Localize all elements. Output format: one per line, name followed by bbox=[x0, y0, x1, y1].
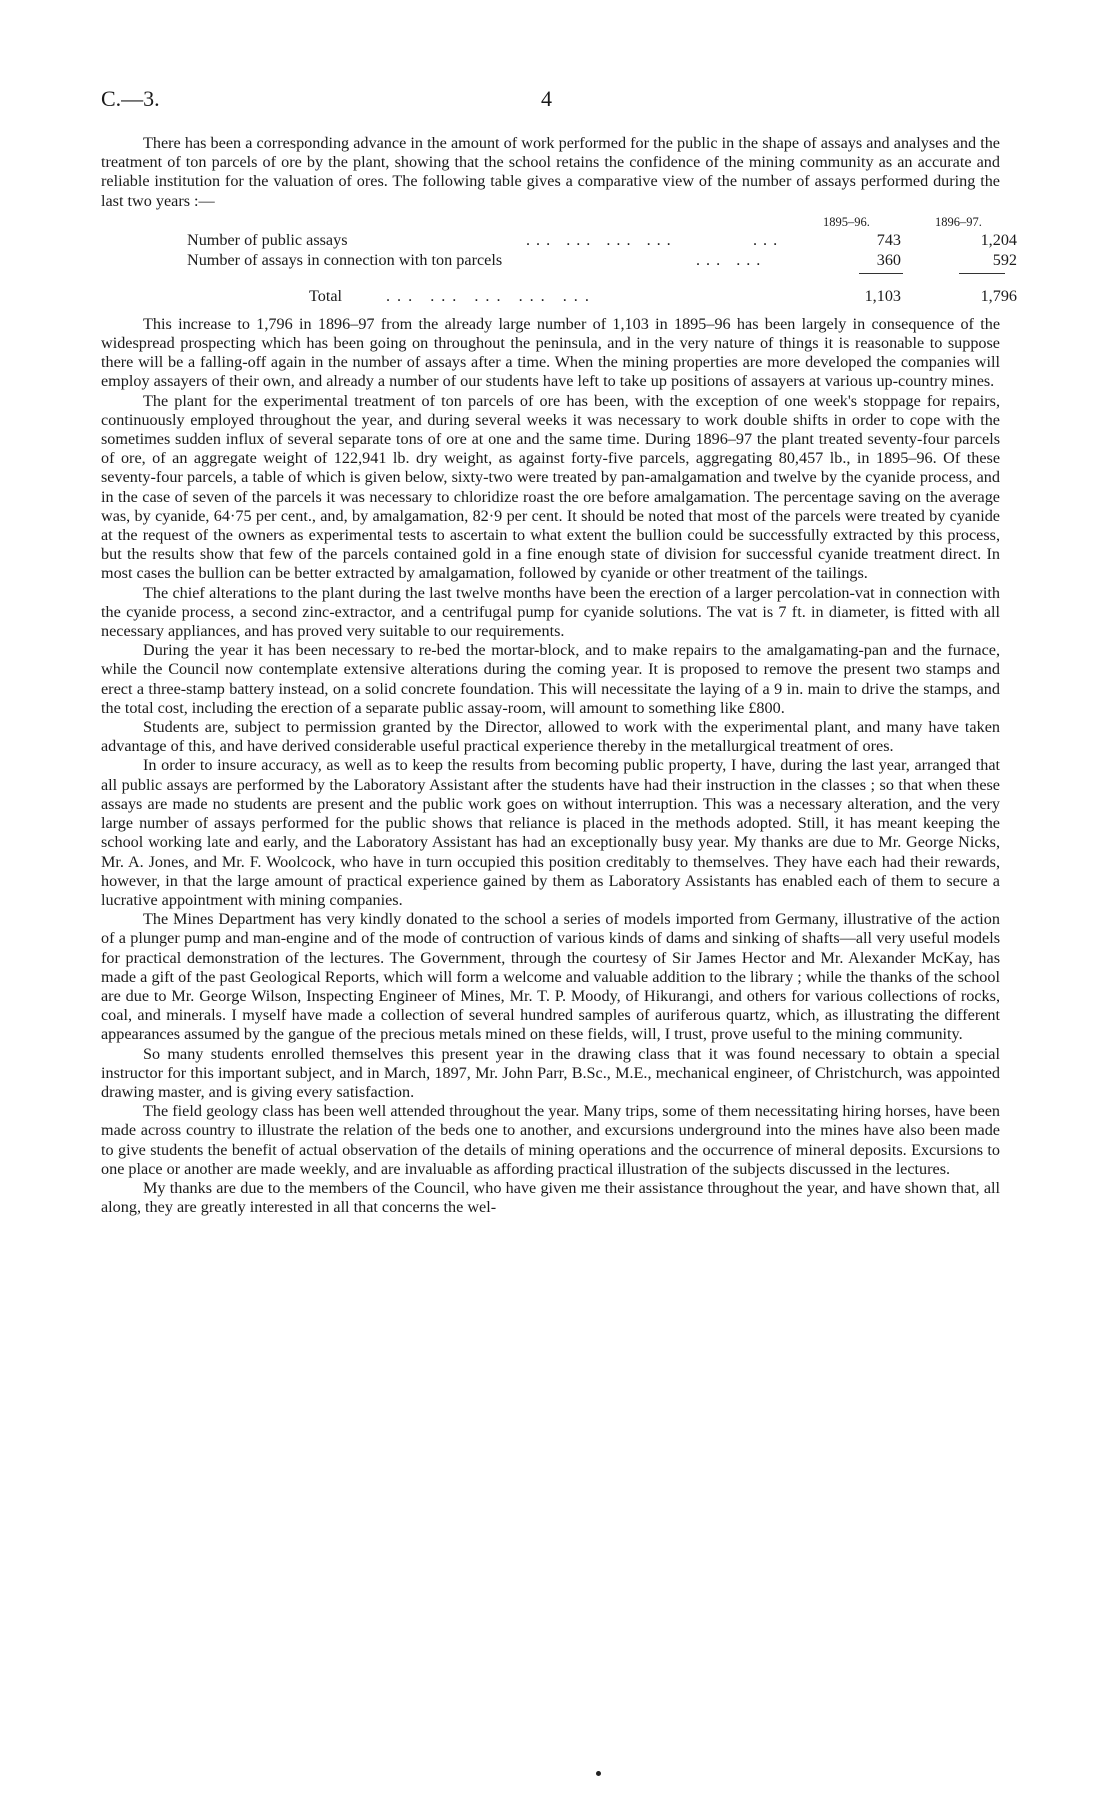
paragraph-public-assays: In order to insure accuracy, as well as to keep the results from becoming public property, I have, during the last year, arranged that all public assays are performed by the Laboratory Assistant after the students have had their instruction in the classes ; so that when these assays are made no students are present and the public work goes on without interruption. This was a necessary alteration, and the very large number of assays performed for the public shows that reliance is placed in the methods adopted. Still, it has meant keeping the school working late and early, and the Laboratory Assistant has had an exceptionally busy year. My thanks are due to Mr. George Nicks, Mr. A. Jones, and Mr. F. Woolcock, who have in turn occupied this position creditably to themselves. They have each had their rewards, however, in that the large amount of practical experience gained by them as Laboratory Assistants has enabled each of them to secure a lucrative appointment with mining companies. bbox=[101, 756, 1000, 909]
page-number: 4 bbox=[541, 86, 552, 111]
value-ton-parcels-1896-97: 592 bbox=[992, 250, 1017, 269]
leader-dots: ... bbox=[753, 230, 784, 249]
paragraph-plant-alterations: The chief alterations to the plant during the last twelve months have been the erection of a larger percolation-vat in connection with the cyanide process, a second zinc-extractor, and a centrifugal pump for cyanide solutions. The vat is 7 ft. in diameter, is fitted with all necessary appliances, and has proved very suitable to our requirements. bbox=[101, 583, 1000, 641]
value-total-1896-97: 1,796 bbox=[980, 286, 1017, 305]
paragraph-council-thanks: My thanks are due to the members of the Council, who have given me their assistance throughout the year, and have shown that, all along, they are greatly interested in all that concerns the wel- bbox=[101, 1178, 1000, 1217]
leader-dots: ... ... bbox=[696, 250, 767, 269]
document-reference: C.—3. bbox=[101, 86, 160, 111]
value-public-1895-96: 743 bbox=[876, 230, 901, 249]
sum-rule bbox=[959, 273, 1005, 274]
column-header-1895-96: 1895–96. bbox=[823, 214, 870, 229]
footer-dot bbox=[596, 1771, 601, 1776]
column-header-1896-97: 1896–97. bbox=[935, 214, 982, 229]
page-header bbox=[101, 86, 552, 120]
paragraph-donations: The Mines Department has very kindly donated to the school a series of models imported from Germany, illustrative of the action of a plunger pump and man-engine and of the mode of contruction of various kinds of dams and sinking of shafts—all very useful models for practical demonstration of the lectures. The Government, through the courtesy of Sir James Hector and Mr. Alexander McKay, has made a gift of the past Geological Reports, which will form a welcome and valuable addition to the library ; while the thanks of the school are due to Mr. George Wilson, Inspecting Engineer of Mines, Mr. T. P. Moody, of Hikurangi, and others for various collections of rocks, coal, and minerals. I myself have made a collection of several hundred samples of auriferous quartz, which, as illustrating the different appearances assumed by the gangue of the precious metals mined on these fields, will, I trust, prove useful to the mining community. bbox=[101, 910, 1000, 1044]
paragraph-field-geology: The field geology class has been well attended throughout the year. Many trips, some of them necessitating hiring horses, have been made across country to illustrate the relation of the beds one to another, and excursions underground into the mines have also been made to give students the benefit of actual observation of the details of mining operations and the occurrence of mineral deposits. Excursions to one place or another are made weekly, and are invaluable as affording practical illustration of the subjects discussed in the lectures. bbox=[101, 1102, 1000, 1178]
leader-dots: ... ... ... ... ... bbox=[386, 286, 596, 305]
body-text bbox=[101, 134, 1017, 1217]
value-ton-parcels-1895-96: 360 bbox=[876, 250, 901, 269]
paragraph-students-plant: Students are, subject to permission granted by the Director, allowed to work with the experimental plant, and many have taken advantage of this, and have derived considerable useful practical experience thereby in the metallurgical treatment of ores. bbox=[101, 718, 1000, 756]
sum-rule bbox=[859, 273, 903, 274]
paragraph-drawing-class: So many students enrolled themselves this present year in the drawing class that it was found necessary to obtain a special instructor for this important subject, and in March, 1897, Mr. John Parr, B.Sc., M.E., mechanical engineer, of Christchurch, was appointed drawing master, and is giving every satisfaction. bbox=[101, 1044, 1000, 1101]
value-total-1895-96: 1,103 bbox=[864, 286, 901, 305]
assay-comparison-table bbox=[101, 211, 1017, 315]
paragraph-assay-increase: This increase to 1,796 in 1896–97 from the already large number of 1,103 in 1895–96 has been largely in consequence of the widespread prospecting which has been going on throughout the peninsula, and in the very nature of things it is reasonable to suppose there will be a falling-off again in the number of assays after a time. When the mining properties are more developed the companies will employ assayers of their own, and already a number of our students have left to take up positions of assayers at various up-country mines. bbox=[101, 314, 1000, 391]
row-label-ton-parcel-assays: Number of assays in connection with ton parcels bbox=[187, 250, 503, 269]
row-label-total: Total bbox=[309, 286, 343, 305]
paragraph-repairs: During the year it has been necessary to re-bed the mortar-block, and to make repairs to the amalgamating-pan and the furnace, while the Council now contemplate extensive alterations during the coming year. It is proposed to remove the present two stamps and erect a three-stamp battery instead, on a solid concrete foundation. This will necessitate the laying of a 9 in. main to drive the stamps, and the total cost, including the erection of a separate public assay-room, will amount to something like £800. bbox=[101, 641, 1000, 717]
paragraph-experimental-plant: The plant for the experimental treatment of ton parcels of ore has been, with the exception of one week's stoppage for repairs, continuously employed throughout the year, and during several weeks it was necessary to work double shifts in order to cope with the sometimes sudden influx of several separate tons of ore at one and the same time. During 1896–97 the plant treated seventy-four parcels of ore, of an aggregate weight of 122,941 lb. dry weight, as against forty-five parcels, aggregating 80,457 lb., in 1895–96. Of these seventy-four parcels, a table of which is given below, sixty-two were treated by pan-amalgamation and twelve by the cyanide process, and in the case of seven of the parcels it was necessary to chloridize roast the ore before amalgamation. The percentage saving on the average was, by cyanide, 64·75 per cent., and, by amalgamation, 82·9 per cent. It should be noted that most of the parcels were treated by cyanide at the request of the owners as experimental tests to ascertain to what extent the bullion could be successfully extracted by this process, but the results show that few of the parcels contained gold in a fine enough state of division for successful cyanide treatment direct. In most cases the bullion can be better extracted by amalgamation, followed by cyanide or other treatment of the tailings. bbox=[101, 391, 1000, 583]
value-public-1896-97: 1,204 bbox=[980, 230, 1017, 249]
row-label-public-assays: Number of public assays bbox=[187, 230, 348, 249]
leader-dots: ... ... ... ... bbox=[526, 230, 677, 249]
paragraph-intro: There has been a corresponding advance in the amount of work performed for the public in the shape of assays and analyses and the treatment of ton parcels of ore by the plant, showing that the school retains the confidence of the mining community as an accurate and reliable institution for the valuation of ores. The following table gives a comparative view of the number of assays performed during the last two years :— bbox=[101, 134, 1000, 210]
